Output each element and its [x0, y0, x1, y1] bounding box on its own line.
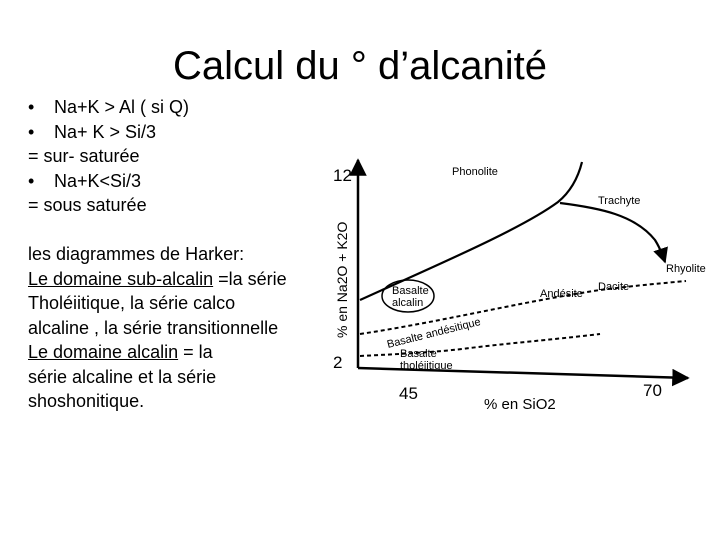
label-rhyolite: Rhyolite [666, 263, 706, 275]
underlined-alcalin: Le domaine alcalin [28, 342, 179, 362]
text-sursaturee: = sur- saturée [28, 146, 140, 166]
label-basalte-tholeiitique-1: Basalte [400, 348, 437, 360]
paragraph-alcalin-line-2: série alcaline et la série [28, 366, 217, 387]
x-tick-70: 70 [643, 381, 662, 400]
text-subalcalin-rest: =la série [213, 268, 287, 289]
label-basalte-andesitique: Basalte andésitique [385, 316, 482, 351]
label-basalte-alcalin-2: alcalin [392, 297, 424, 309]
y-axis-label: % en Na2O + K2O [334, 221, 350, 338]
text-alcalin-rest: = la [178, 342, 213, 362]
phonolite-trend-line [360, 162, 582, 300]
bullet-text-3: Na+K<Si/3 [54, 170, 142, 191]
bullet-dot: • [28, 97, 35, 117]
bullet-text-2: Na+ K > Si/3 [54, 121, 157, 142]
label-basalte-alcalin-1: Basalte [392, 285, 429, 297]
x-tick-45: 45 [399, 384, 418, 403]
label-andesite: Andésite [540, 288, 583, 300]
text-soussaturee: = sous saturée [28, 195, 147, 215]
paragraph-subalcalin-line-3: alcaline , la série transitionnelle [28, 317, 279, 338]
x-axis-label: % en SiO2 [484, 396, 556, 413]
label-phonolite: Phonolite [452, 166, 498, 178]
bullet-dot: • [28, 170, 35, 191]
y-tick-12: 12 [333, 166, 352, 185]
bullet-text-1: Na+K > Al ( si Q) [54, 97, 190, 117]
paragraph-alcalin-line-3: shoshonitique. [28, 391, 145, 411]
underlined-subalcalin: Le domaine sub-alcalin [28, 268, 214, 289]
y-tick-2: 2 [333, 353, 343, 372]
bullet-dot: • [28, 121, 35, 142]
trachyte-rhyolite-arrow [560, 203, 665, 262]
label-dacite: Dacite [598, 281, 630, 293]
label-trachyte: Trachyte [598, 195, 641, 207]
text-harker: les diagrammes de Harker: [28, 244, 245, 264]
label-basalte-tholeiitique-2: tholéiitique [400, 360, 453, 372]
paragraph-subalcalin-line-2: Tholéiitique, la série calco [28, 293, 236, 313]
slide-title: Calcul du ° d’alcanité [173, 44, 547, 88]
